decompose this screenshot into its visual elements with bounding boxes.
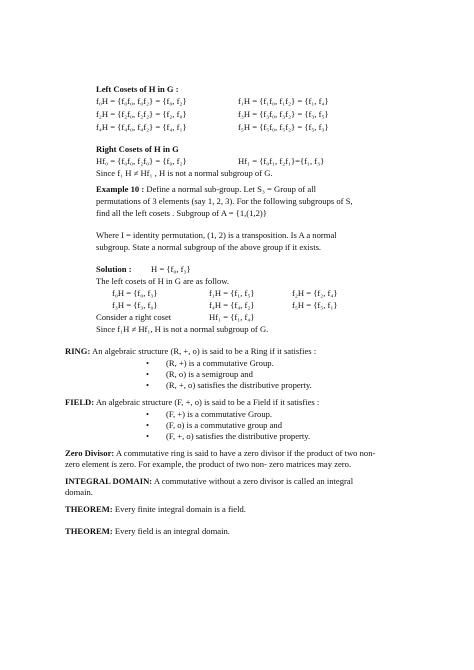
right-cosets-heading: Right Cosets of H in G [96,144,179,154]
field-term: FIELD: [65,397,95,407]
theorem-1 [65,504,246,515]
ring-property: (R, +, o) satisfies the distributive property. [166,380,312,390]
coset-cell: f₃H = {f₃, f₀} [112,300,158,310]
permutation-line: Where I = identity permutation, (1, 2) is a transposition. Is A a normal [96,230,337,240]
coset-cell: Hf₁ = {f₁, f₄} [209,312,255,322]
coset-cell: f₄H = {f₄, f₂} [209,300,255,310]
field-property: (F, o) is a commutative group and [166,420,283,430]
right-coset-row: Hf₁ = {f₀f₁, f₂f₁}={f₁, f₃} [238,156,325,166]
ring-definition [65,346,316,357]
zero-divisor-text: A commutative ring is said to have a zero divisor if the product of two non- [114,448,376,458]
example-10-text: Define a normal sub-group. Let S₃ = Group of all [144,184,317,194]
right-coset-row: Hf₀ = {f₀f₀, f₂f₀} = {f₀, f₂} [96,156,187,166]
left-cosets-heading: Left Cosets of H in G : [96,84,179,94]
zero-divisor-line: zero element is zero. For example, the product of two non- zero matrices may zero. [65,459,352,469]
ring-term: RING: [65,346,91,356]
integral-domain-term: INTEGRAL DOMAIN: [65,476,153,486]
bullet-icon: • [146,369,150,379]
field-property: (F, +) is a commutative Group. [166,409,273,419]
example-10-line: find all the left cosets . Subgroup of A = {1,(1,2)} [96,208,267,218]
left-coset-row: f₂H = {f₂f₀, f₂f₂} = {f₂, f₀} [96,109,187,119]
field-text: An algebraic structure (F, +, o) is said to be a Field if it satisfies : [94,397,320,407]
example-10-label: Example 10 : [96,184,145,194]
bullet-icon: • [146,431,150,441]
ring-text: An algebraic structure (R, +, o) is said to be a Ring if it satisfies : [90,346,317,356]
bullet-icon: • [146,409,150,419]
zero-divisor-definition [65,448,375,459]
zero-divisor-term: Zero Divisor: [65,448,115,458]
field-property: (F, +, o) satisfies the distributive property. [166,431,311,441]
coset-cell: f₀H = {f₀, f₃} [112,288,158,298]
theorem-2 [65,526,230,537]
solution-value: H = {f₀, f₃} [151,264,191,274]
solution-label: Solution : [96,264,132,274]
coset-cell: f₅H = {f₅, f₁} [292,300,338,310]
left-coset-row: f₀H = {f₀f₀, f₀f₂} = {f₀, f₂} [96,96,187,106]
bullet-icon: • [146,420,150,430]
theorem-term: THEOREM: [65,504,113,514]
ring-property: (R, o) is a semigroup and [166,369,253,379]
left-coset-row: f₅H = {f₅f₀, f₅f₂} = {f₅, f₃} [238,122,329,132]
integral-domain-definition [65,476,353,487]
permutation-line: subgroup. State a normal subgroup of the above group if it exists. [96,242,322,252]
right-coset-conclusion: Since f₁ H ≠ Hf₁ , H is not a normal subgroup of G. [96,168,273,178]
left-coset-row: f₄H = {f₄f₀, f₄f₂} = {f₄, f₁} [96,122,187,132]
solution-intro: The left cosets of H in G are as follow. [96,276,230,286]
solution-line [96,264,191,275]
coset-cell: f₁H = {f₁, f₅} [209,288,255,298]
coset-cell: f₂H = {f₂, f₄} [292,288,338,298]
left-coset-row: f₃H = {f₃f₀, f₃f₂} = {f₃, f₅} [238,109,329,119]
integral-domain-line: domain. [65,487,93,497]
example-10-line: permutations of 3 elements (say 1, 2, 3). For the following subgroups of S, [96,196,353,206]
theorem-term: THEOREM: [65,526,113,536]
ring-property: (R, +) is a commutative Group. [166,358,274,368]
example-10-line [96,184,316,195]
bullet-icon: • [146,380,150,390]
bullet-icon: • [146,358,150,368]
solution-conclusion: Since f₁H ≠ Hf₁, H is not a normal subgroup of G. [96,324,269,334]
right-coset-label: Consider a right coset [96,312,172,322]
theorem-text: Every finite integral domain is a field. [112,504,246,514]
integral-domain-text: A commutative without a zero divisor is called an integral [152,476,354,486]
theorem-text: Every field is an integral domain. [112,526,230,536]
field-definition [65,397,319,408]
left-coset-row: f₁H = {f₁f₀, f₁f₂} = {f₁, f₄} [238,96,329,106]
